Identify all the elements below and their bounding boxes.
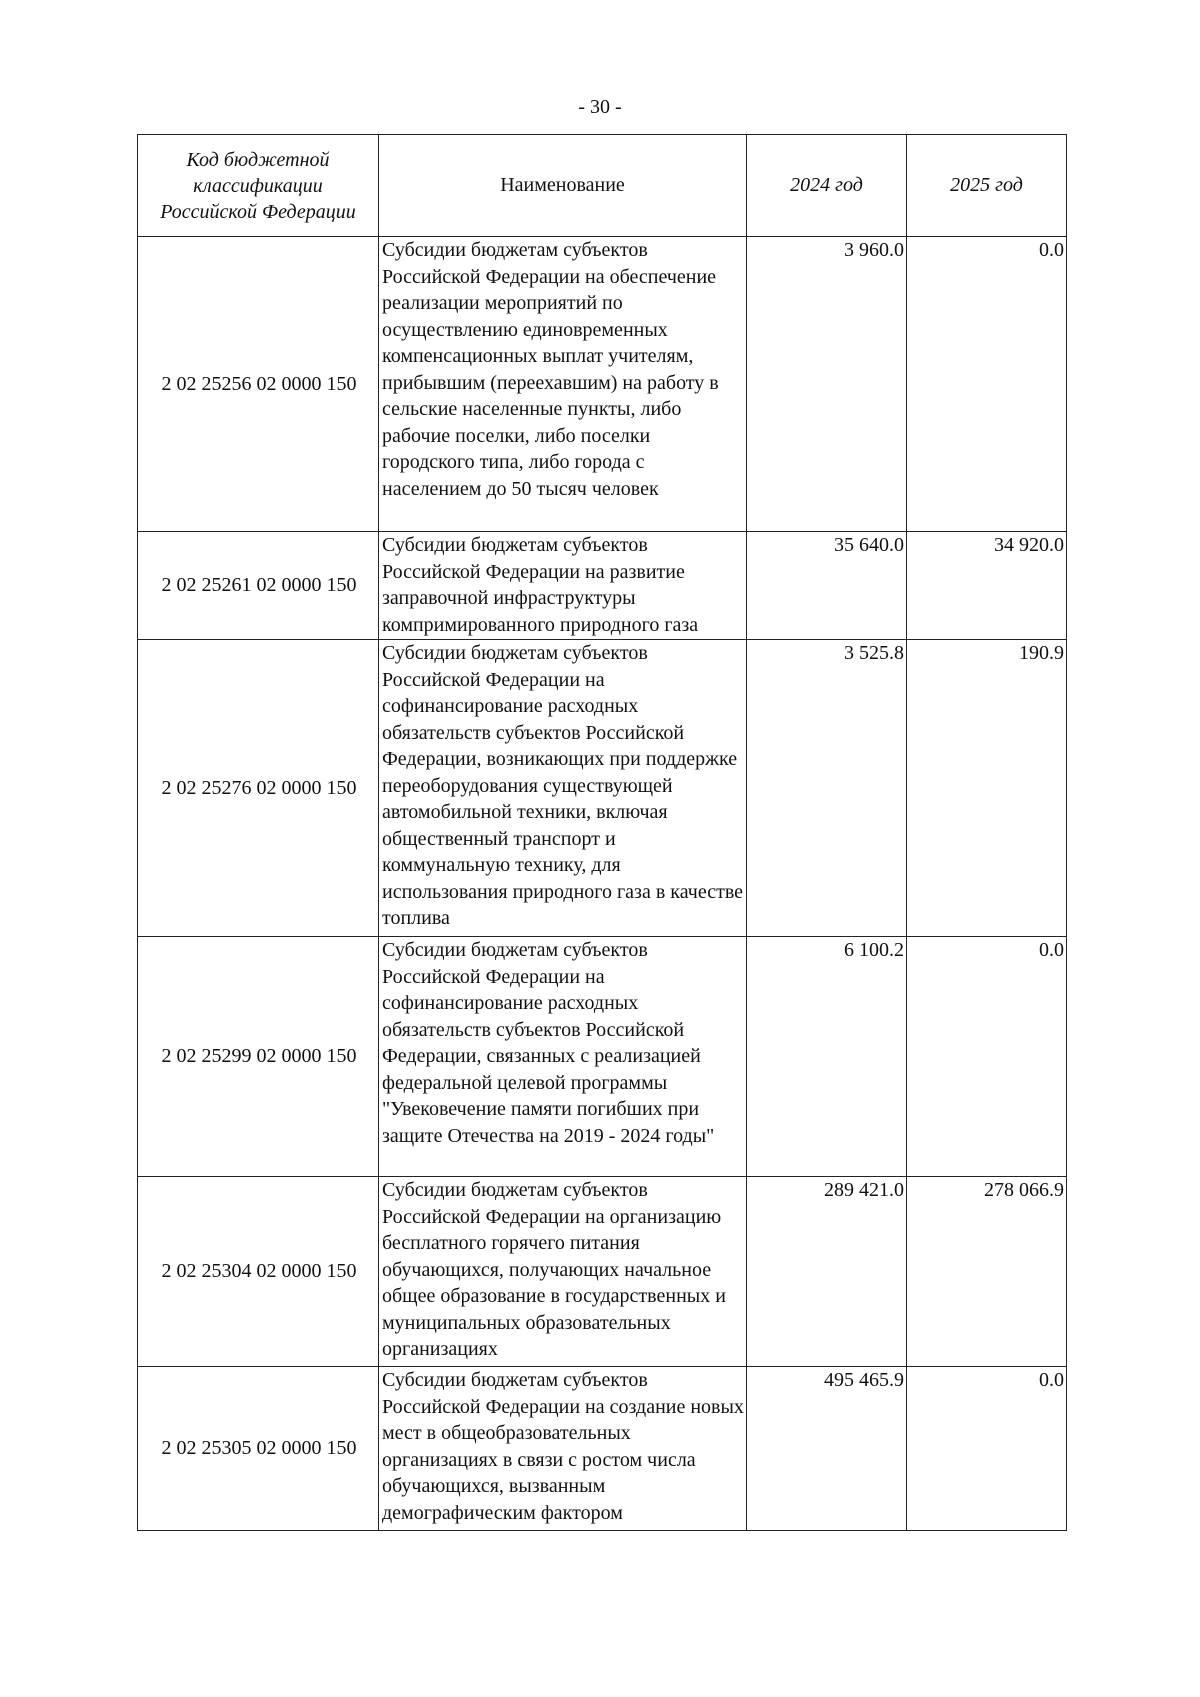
page-number: - 30 - (578, 96, 622, 118)
header-code-line: классификации (193, 174, 323, 197)
row-code: 2 02 25261 02 0000 150 (138, 532, 379, 640)
row-name: Субсидии бюджетам субъектов Российской Федерации на организацию бесплатного горячего питания обучающихся, получающих начальное общее образование в государственных и муниципальных образовательных организациях (379, 1177, 747, 1367)
row-value-2024: 289 421.0 (747, 1177, 907, 1367)
header-year-2025: 2025 год (907, 135, 1067, 237)
table-row (138, 937, 1067, 1177)
row-name: Субсидии бюджетам субъектов Российской Федерации на софинансирование расходных обязательств субъектов Российской Федерации, связанных с реализацией федеральной целевой программы "Увековечение памяти погибших при защите Отечества на 2019 - 2024 годы" (379, 937, 747, 1177)
row-value-2025: 0.0 (907, 937, 1067, 1177)
row-code: 2 02 25305 02 0000 150 (138, 1367, 379, 1531)
header-code-line: Код бюджетной (186, 148, 330, 171)
header-name: Наименование (379, 135, 747, 237)
row-name: Субсидии бюджетам субъектов Российской Федерации на софинансирование расходных обязательств субъектов Российской Федерации, возникающих при поддержке переоборудования существующей автомобильной техники, включая общественный транспорт и коммунальную технику, для использования природного газа в качестве топлива (379, 640, 747, 937)
row-code: 2 02 25304 02 0000 150 (138, 1177, 379, 1367)
row-value-2024: 35 640.0 (747, 532, 907, 640)
row-code: 2 02 25276 02 0000 150 (138, 640, 379, 937)
table-row (138, 1367, 1067, 1531)
table-row (138, 532, 1067, 640)
budget-table (137, 134, 1067, 1531)
table-row (138, 1177, 1067, 1367)
row-code: 2 02 25299 02 0000 150 (138, 937, 379, 1177)
row-value-2024: 495 465.9 (747, 1367, 907, 1531)
header-code (138, 135, 379, 237)
row-value-2025: 278 066.9 (907, 1177, 1067, 1367)
row-name: Субсидии бюджетам субъектов Российской Федерации на создание новых мест в общеобразовательных организациях в связи с ростом числа обучающихся, вызванным демографическим фактором (379, 1367, 747, 1531)
row-value-2024: 3 960.0 (747, 237, 907, 532)
row-value-2025: 34 920.0 (907, 532, 1067, 640)
row-value-2024: 6 100.2 (747, 937, 907, 1177)
table-row (138, 640, 1067, 937)
row-name: Субсидии бюджетам субъектов Российской Федерации на развитие заправочной инфраструктуры компримированного природного газа (379, 532, 747, 640)
header-year-2024: 2024 год (747, 135, 907, 237)
table-row (138, 237, 1067, 532)
row-name: Субсидии бюджетам субъектов Российской Федерации на обеспечение реализации мероприятий по осуществлению единовременных компенсационных выплат учителям, прибывшим (переехавшим) на работу в сельские населенные пункты, либо рабочие поселки, либо поселки городского типа, либо города с населением до 50 тысяч человек (379, 237, 747, 532)
table-header-row (138, 135, 1067, 237)
row-value-2024: 3 525.8 (747, 640, 907, 937)
row-value-2025: 0.0 (907, 1367, 1067, 1531)
row-code: 2 02 25256 02 0000 150 (138, 237, 379, 532)
row-value-2025: 0.0 (907, 237, 1067, 532)
header-code-line: Российской Федерации (160, 200, 356, 223)
row-value-2025: 190.9 (907, 640, 1067, 937)
